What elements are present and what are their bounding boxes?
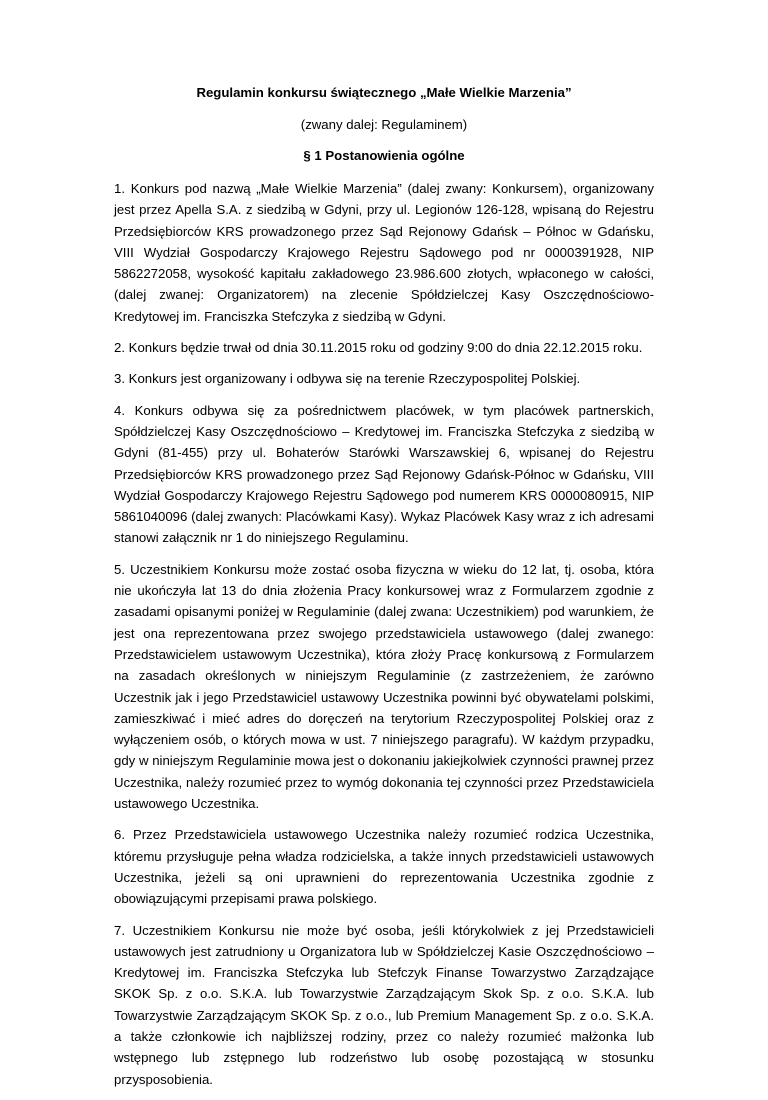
document-subtitle: (zwany dalej: Regulaminem) xyxy=(300,117,468,132)
paragraph-1: 1. Konkurs pod nazwą „Małe Wielkie Marzenia” (dalej zwany: Konkursem), organizowany jest przez Apella S.A. z siedzibą w Gdyni, przy ul. Legionów 126-128, wpisaną do Rejestru Przedsiębiorców KRS prowadzonego przez Sąd Rejonowy Gdańsk – Północ w Gdańsku, VIII Wydział Gospodarczy Krajowego Rejestru Sądowego pod nr 0000391928, NIP 5862272058, wysokość kapitału zakładowego 23.986.600 złotych, wpłaconego w całości, (dalej zwanej: Organizatorem) na zlecenie Spółdzielczej Kasy Oszczędnościowo- Kredytowej im. Franciszka Stefczyka z siedzibą w Gdyni. xyxy=(114,181,654,324)
document-title: Regulamin konkursu świątecznego „Małe Wielkie Marzenia” xyxy=(196,85,572,100)
paragraph-2: 2. Konkurs będzie trwał od dnia 30.11.2015 roku od godziny 9:00 do dnia 22.12.2015 roku. xyxy=(114,340,643,356)
paragraph-7: 7. Uczestnikiem Konkursu nie może być osoba, jeśli którykolwiek z jej Przedstawicieli ustawowych jest zatrudniony u Organizatora lub w Spółdzielczej Kasie Oszczędnościowo – Kredytowej im. Franciszka Stefczyka lub Stefczyk Finanse Towarzystwo Zarządzające SKOK Sp. z o.o. S.K.A. lub Towarzystwie Zarządzającym Skok Sp. z o.o. S.K.A. lub Towarzystwie Zarządzającym SKOK Sp. z o.o., lub Premium Management Sp. z o.o. S.K.A. a także członkowie ich najbliższej rodziny, przez co należy rozumieć małżonka lub wstępnego lub zstępnego lub rodzeństwo lub osobę pozostającą w stosunku przysposobienia. xyxy=(114,922,654,1087)
document-page xyxy=(114,84,654,1100)
paragraph-3: 3. Konkurs jest organizowany i odbywa się na terenie Rzeczypospolitej Polskiej. xyxy=(114,371,581,387)
paragraph-5: 5. Uczestnikiem Konkursu może zostać osoba fizyczna w wieku do 12 lat, tj. osoba, która nie ukończyła lat 13 do dnia złożenia Pracy konkursowej wraz z Formularzem zgodnie z zasadami opisanymi poniżej w Regulaminie (dalej zwana: Uczestnikiem) pod warunkiem, że jest ona reprezentowana przez swojego przedstawiciela ustawowego (dalej zwanego: Przedstawicielem ustawowym Uczestnika), która złoży Pracę konkursową z Formularzem na zasadach określonych w niniejszym Regulaminie (z zastrzeżeniem, że zarówno Uczestnik jak i jego Przedstawiciel ustawowy Uczestnika powinni być obywatelami polskimi, zamieszkiwać i mieć adres do doręczeń na terytorium Rzeczypospolitej Polskiej oraz z wyłączeniem osób, o których mowa w ust. 7 niniejszego paragrafu). W każdym przypadku, gdy w niniejszym Regulaminie mowa jest o dokonaniu jakiejkolwiek czynności prawnej przez Uczestnika, należy rozumieć przez to wymóg dokonania tej czynności przez Przedstawiciela ustawowego Uczestnika. xyxy=(114,561,654,812)
section-heading: § 1 Postanowienia ogólne xyxy=(303,148,465,163)
paragraph-6: 6. Przez Przedstawiciela ustawowego Uczestnika należy rozumieć rodzica Uczestnika, któremu przysługuje pełna władza rodzicielska, a także innych przedstawicieli ustawowych Uczestnika, jeżeli są oni uprawnieni do reprezentowania Uczestnika zgodnie z obowiązującymi przepisami prawa polskiego. xyxy=(114,827,654,907)
paragraph-4: 4. Konkurs odbywa się za pośrednictwem placówek, w tym placówek partnerskich, Spółdzielczej Kasy Oszczędnościowo – Kredytowej im. Franciszka Stefczyka z siedzibą w Gdyni (81-455) przy ul. Bohaterów Starówki Warszawskiej 6, wpisanej do Rejestru Przedsiębiorców KRS prowadzonego przez Sąd Rejonowy Gdańsk-Północ w Gdańsku, VIII Wydział Gospodarczy Krajowego Rejestru Sądowego pod numerem KRS 0000080915, NIP 5861040096 (dalej zwanych: Placówkami Kasy). Wykaz Placówek Kasy wraz z ich adresami stanowi załącznik nr 1 do niniejszego Regulaminu. xyxy=(114,402,654,546)
